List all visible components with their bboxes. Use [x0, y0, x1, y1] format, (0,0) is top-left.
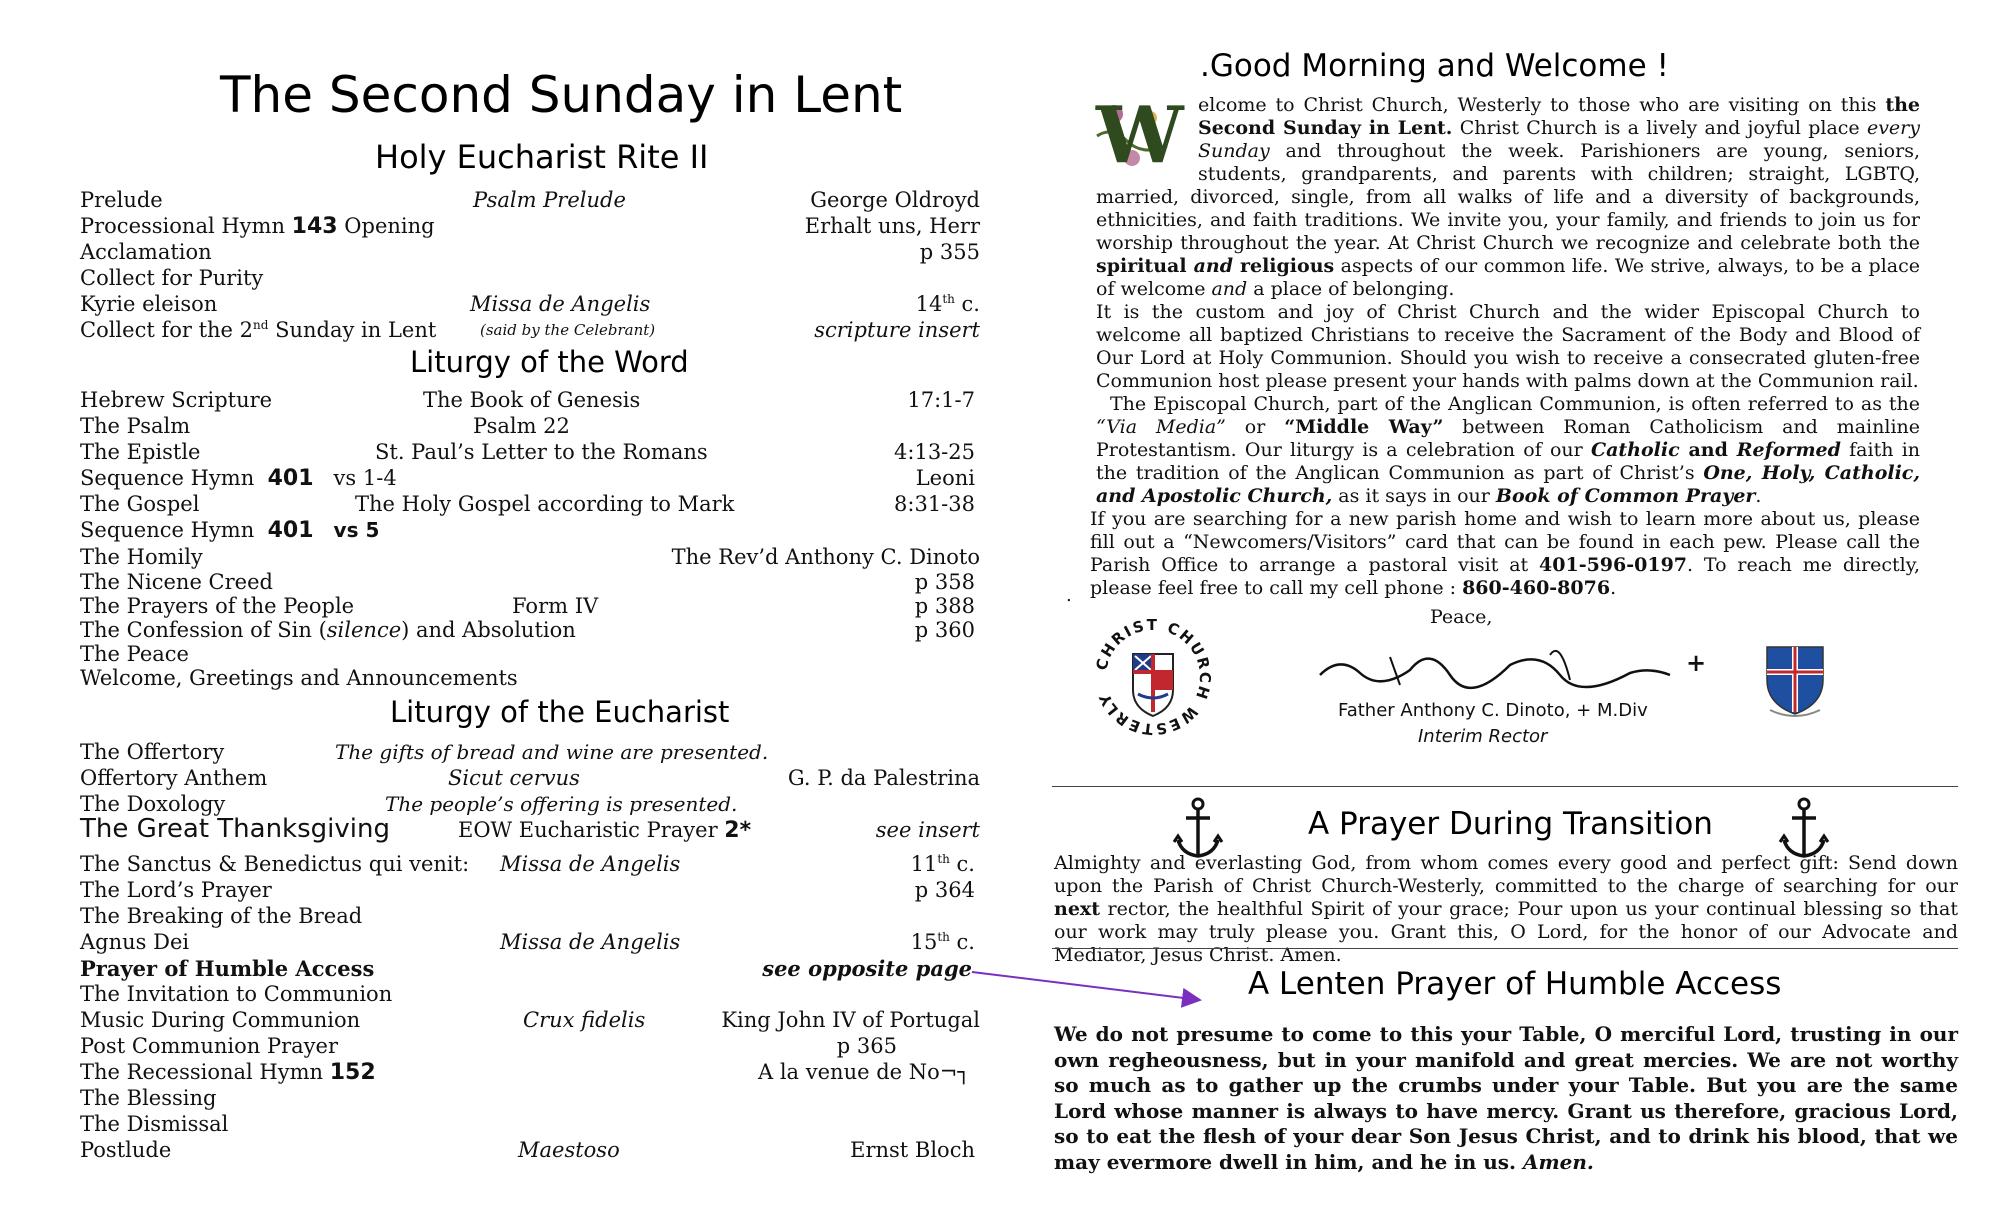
- item-music: Psalm Prelude: [473, 188, 626, 212]
- episcopal-paragraph: [1096, 393, 1920, 508]
- century-unit: c.: [949, 930, 975, 954]
- divider-rule: [1052, 948, 1958, 949]
- section-heading-word: Liturgy of the Word: [410, 345, 689, 379]
- item-form: Form IV: [512, 594, 599, 618]
- welcome-text: Christ Church is a lively and joyful place: [1452, 117, 1867, 139]
- item-label: The Dismissal: [80, 1112, 229, 1136]
- ordinal-suffix: nd: [253, 318, 269, 332]
- item-label: The Nicene Creed: [80, 570, 273, 594]
- transition-prayer-text: [1054, 852, 1958, 967]
- welcome-text: and throughout the week. Parishioners are young, seniors, students, grandparents, and parents with children; straight, LGBTQ, married, divorced, single, from all walks of life and a diversity of backgrounds, ethnicities, and faith traditions. We invite you, your family, and friends to join us for worship throughout the year. At Christ Church we recognize and celebrate both the: [1096, 140, 1920, 254]
- hymn-label: Sequence Hymn: [80, 518, 255, 542]
- century-num: 11: [910, 852, 938, 876]
- welcome-paragraph-flow: [1090, 94, 1921, 600]
- welcome-text: “Via Media”: [1096, 416, 1226, 438]
- stray-dot: .: [1066, 585, 1072, 606]
- prayer-amen: Amen.: [1522, 1149, 1594, 1174]
- item-label: The Gospel: [80, 492, 200, 516]
- welcome-text: The Episcopal Church, part of the Anglican Communion, is often referred to as the: [1110, 393, 1920, 415]
- welcome-text: and: [1193, 255, 1233, 277]
- hymn-label: The Recessional Hymn: [80, 1060, 324, 1084]
- welcome-text: Reformed: [1736, 439, 1841, 461]
- item-note: The gifts of bread and wine are presented.: [335, 740, 769, 764]
- welcome-text: Book of Common Prayer: [1495, 485, 1756, 507]
- hymn-verses: vs 1-4: [333, 466, 397, 490]
- welcome-text: faith in the tradition of the Anglican Communion as part of Christ’s: [1096, 439, 1921, 484]
- confession-silence: silence: [326, 618, 402, 642]
- item-label: The Lord’s Prayer: [80, 878, 272, 902]
- hymn-number: 401: [267, 518, 314, 543]
- welcome-text: or: [1225, 416, 1285, 438]
- page-ref: p 358: [914, 570, 975, 594]
- item-verses: 4:13-25: [894, 440, 975, 464]
- item-music: Missa de Angelis: [500, 930, 681, 954]
- item-tune: Leoni: [915, 466, 975, 490]
- signature: [1300, 635, 1680, 695]
- item-label: The Sanctus & Benedictus qui venit:: [80, 852, 470, 876]
- signer-name: Father Anthony C. Dinoto, + M.Div: [1338, 700, 1648, 721]
- welcome-text: the Second Sunday in Lent.: [1198, 94, 1920, 139]
- item-music: Missa de Angelis: [500, 852, 681, 876]
- humble-access-title: A Lenten Prayer of Humble Access: [1248, 966, 1782, 1002]
- welcome-text: and: [1679, 439, 1737, 461]
- welcome-text: If you are searching for a new parish home and wish to learn more about us, please fill out a “Newcomers/Visitors” card that can be found in each pew. Please call the Parish Office to arrange a pastoral visit at: [1090, 508, 1920, 576]
- prayer-text: rector, the healthful Spirit of your grace; Pour upon us your continual blessing so that our work may truly please you. Grant this, O Lord, for the honor of our Advocate and Mediator, Jesus Christ. Amen.: [1054, 898, 1958, 966]
- parish-phone: 401-596-0197: [1539, 554, 1688, 576]
- welcome-text: .: [1755, 485, 1762, 507]
- item-composer: Ernst Bloch: [850, 1138, 975, 1162]
- hymn-verses: vs 5: [333, 518, 380, 542]
- rite-subtitle: Holy Eucharist Rite II: [375, 138, 709, 176]
- item-ref: see insert: [875, 818, 980, 842]
- closing-peace: Peace,: [1430, 606, 1493, 628]
- item-label: Hebrew Scripture: [80, 388, 273, 412]
- century-unit: c.: [949, 852, 975, 876]
- prayer-text: next: [1054, 898, 1101, 920]
- item-preacher: The Rev’d Anthony C. Dinoto: [671, 545, 980, 569]
- item-music: Sicut cervus: [448, 766, 580, 790]
- page-ref: p 355: [919, 240, 980, 264]
- item-label: The Prayers of the People: [80, 594, 355, 618]
- signature-cross: +: [1686, 648, 1707, 677]
- item-label: The Breaking of the Bread: [80, 904, 363, 928]
- welcome-text: as it says in our: [1332, 485, 1496, 507]
- item-label: Prelude: [80, 188, 163, 212]
- century-suffix: th: [942, 292, 955, 306]
- welcome-text: and: [1211, 278, 1248, 300]
- item-reading: The Holy Gospel according to Mark: [355, 492, 735, 516]
- diocese-shield-icon: [1762, 642, 1828, 718]
- welcome-title: .Good Morning and Welcome !: [1200, 48, 1669, 84]
- item-label: Offertory Anthem: [80, 766, 268, 790]
- page-title: The Second Sunday in Lent: [220, 66, 903, 124]
- item-label: Postlude: [80, 1138, 172, 1162]
- welcome-text: elcome to Christ Church, Westerly to those who are visiting on this: [1198, 94, 1886, 116]
- welcome-text: Catholic: [1590, 439, 1680, 461]
- item-label: Prayer of Humble Access: [80, 956, 375, 981]
- christ-church-seal-icon: [1088, 612, 1218, 742]
- page-ref: p 388: [914, 594, 975, 618]
- item-label: Post Communion Prayer: [80, 1034, 338, 1058]
- century-unit: c.: [954, 292, 980, 316]
- item-music: Maestoso: [518, 1138, 620, 1162]
- seal-text: CHRIST CHURCH WESTERLY: [1092, 615, 1215, 739]
- cell-phone: 860-460-8076: [1462, 577, 1611, 599]
- item-reading: St. Paul’s Letter to the Romans: [375, 440, 708, 464]
- welcome-text: One, Holy, Catholic, and Apostolic Church,: [1096, 462, 1920, 507]
- item-label: Agnus Dei: [80, 930, 190, 954]
- item-note: The people’s offering is presented.: [385, 792, 738, 816]
- item-reading: The Book of Genesis: [423, 388, 641, 412]
- item-tune: Erhalt uns, Herr: [804, 214, 980, 238]
- item-label: The Homily: [80, 545, 203, 569]
- page-ref: p 364: [914, 878, 975, 902]
- welcome-text: .: [1610, 577, 1617, 599]
- welcome-text: every Sunday: [1198, 117, 1920, 162]
- item-music: Crux fidelis: [523, 1008, 646, 1032]
- item-label: Kyrie eleison: [80, 292, 218, 316]
- section-heading-eucharist: Liturgy of the Eucharist: [390, 695, 730, 729]
- item-composer: G. P. da Palestrina: [787, 766, 980, 790]
- welcome-text: aspects of our common life. We strive, always, to be a place of welcome: [1096, 255, 1920, 300]
- item-label: The Invitation to Communion: [80, 982, 393, 1006]
- prayer-name: EOW Eucharistic Prayer: [458, 818, 725, 842]
- hymn-label: Processional Hymn: [80, 214, 285, 238]
- item-label: The Epistle: [80, 440, 201, 464]
- item-reading: Psalm 22: [473, 414, 570, 438]
- confession-text: The Confession of Sin (: [80, 618, 327, 642]
- welcome-text: “Middle Way”: [1284, 416, 1444, 438]
- welcome-text: between Roman Catholicism and mainline Protestantism. Our liturgy is a celebration of our: [1096, 416, 1920, 461]
- transition-prayer-title: A Prayer During Transition: [1308, 806, 1713, 842]
- welcome-text: religious: [1232, 255, 1335, 277]
- item-composer: King John IV of Portugal: [721, 1008, 980, 1032]
- collect-text: Collect for the 2: [80, 318, 254, 342]
- welcome-text: spiritual: [1096, 255, 1194, 277]
- signer-role: Interim Rector: [1418, 726, 1548, 747]
- item-composer: George Oldroyd: [810, 188, 980, 212]
- item-ref: see opposite page: [762, 956, 972, 981]
- divider-rule: [1052, 786, 1958, 787]
- item-label: The Blessing: [80, 1086, 217, 1110]
- century-suffix: th: [937, 852, 950, 866]
- item-ref: scripture insert: [814, 318, 980, 342]
- newcomers-paragraph: [1090, 508, 1920, 600]
- prayer-number: 2*: [724, 818, 752, 843]
- item-verses: 8:31-38: [894, 492, 975, 516]
- item-label: The Offertory: [80, 740, 225, 764]
- item-verses: 17:1-7: [907, 388, 975, 412]
- item-label: Welcome, Greetings and Announcements: [80, 666, 518, 690]
- hymn-label: Sequence Hymn: [80, 466, 255, 490]
- item-label: Music During Communion: [80, 1008, 361, 1032]
- communion-paragraph: It is the custom and joy of Christ Church and the wider Episcopal Church to welcome all baptized Christians to receive the Sacrament of the Body and Blood of Our Lord at Holy Communion. Should you wish to receive a consecrated gluten-free Communion host please present your hands with palms down at the Communion rail.: [1096, 301, 1920, 392]
- drop-cap-spacer: [1096, 94, 1198, 186]
- century-num: 14: [915, 292, 943, 316]
- item-label: The Doxology: [80, 792, 226, 816]
- drop-cap-letter: W: [1096, 90, 1184, 181]
- hymn-number: 401: [267, 466, 314, 491]
- hymn-number: 143: [291, 214, 338, 239]
- item-label: The Peace: [80, 642, 189, 666]
- item-label: Acclamation: [80, 240, 212, 264]
- century-suffix: th: [937, 930, 950, 944]
- page-ref: p 365: [836, 1034, 897, 1058]
- welcome-text: . To reach me directly, please feel free to call my cell phone :: [1090, 554, 1920, 599]
- confession-text-end: ) and Absolution: [401, 618, 576, 642]
- section-heading-thanksgiving: The Great Thanksgiving: [80, 814, 390, 844]
- prayer-text: Almighty and everlasting God, from whom comes every good and perfect gift: Send down upon the Parish of Christ Church-Westerly, committed to the charge of searching for our: [1054, 852, 1958, 897]
- diocese-shield: [1762, 642, 1828, 718]
- item-tune: A la venue de No¬┐: [758, 1060, 970, 1084]
- humble-access-prayer: [1054, 1022, 1958, 1175]
- page-ref: p 360: [914, 618, 975, 642]
- welcome-text: a place of belonging.: [1247, 278, 1455, 300]
- item-note: (said by the Celebrant): [480, 321, 656, 339]
- item-label: Collect for Purity: [80, 266, 264, 290]
- parish-seal: [1088, 612, 1218, 742]
- hymn-number: 152: [329, 1060, 376, 1085]
- prayer-text: We do not presume to come to this your Table, O merciful Lord, trusting in our own regheousness, but in your manifold and great mercies. We are not worthy so much as to gather up the crumbs under your Table. But you are the same Lord whose manner is always to have mercy. Grant us therefore, gracious Lord, so to eat the flesh of your dear Son Jesus Christ, and to drink his blood, that we may evermore dwell in him, and he in us.: [1054, 1022, 1958, 1174]
- collect-text-end: Sunday in Lent: [268, 318, 437, 342]
- hymn-note: Opening: [344, 214, 435, 238]
- item-label: The Psalm: [80, 414, 191, 438]
- item-music: Missa de Angelis: [470, 292, 651, 316]
- century-num: 15: [910, 930, 938, 954]
